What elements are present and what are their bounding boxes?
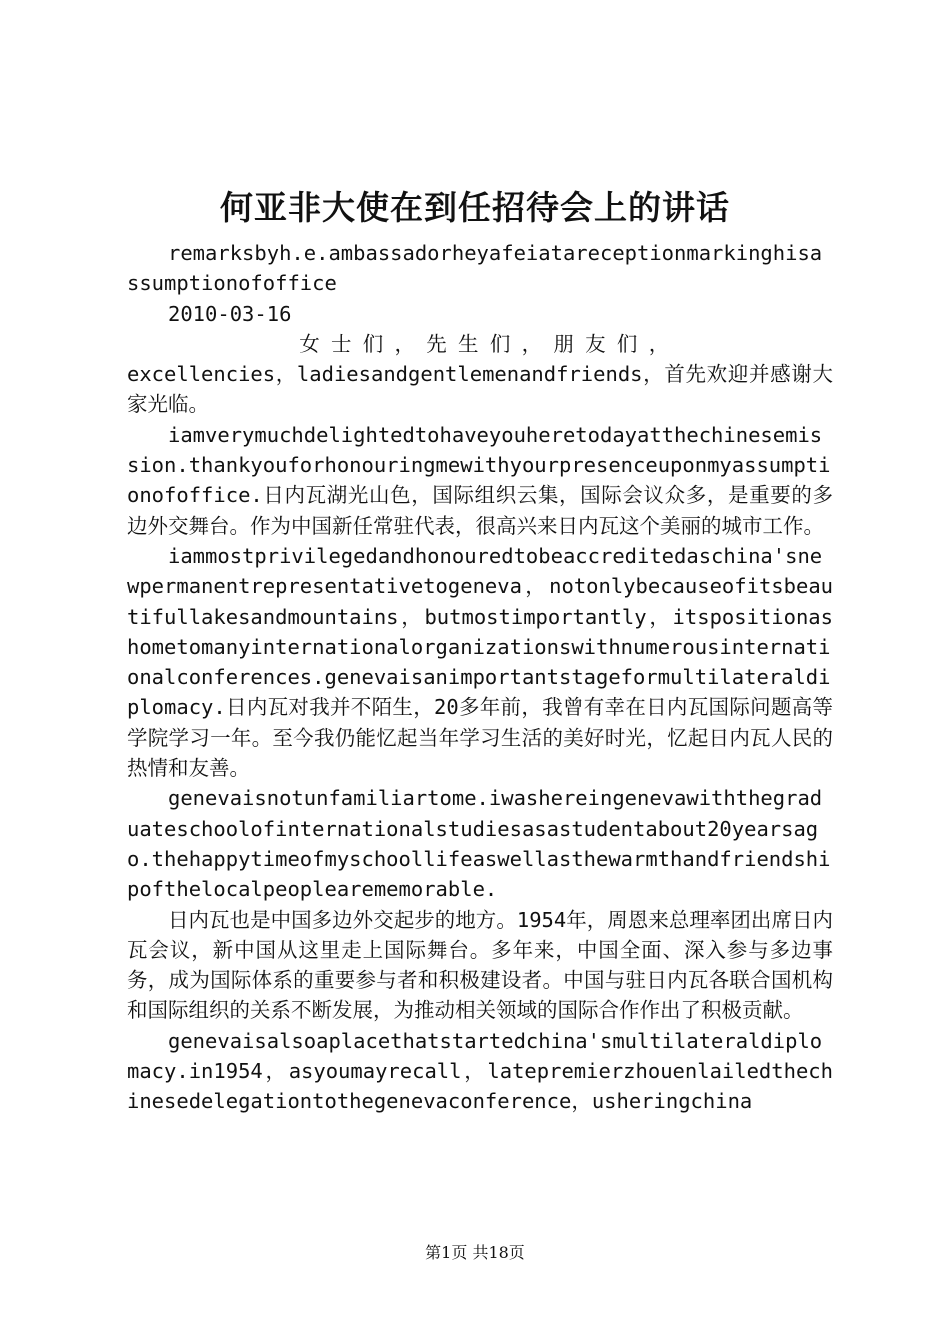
paragraph-salutation-chinese: 女士们，先生们，朋友们， xyxy=(299,331,681,356)
page-title: 何亚非大使在到任招待会上的讲话 xyxy=(220,188,730,227)
paragraph-body-5: genevaisalsoaplacethatstartedchina'smultilateraldiplomacy.in1954，asyoumayrecall，latepremierzhouenlailedthechinesedelegationtothegenevaconference，usheringchina xyxy=(127,1028,833,1114)
page-footer: 第1页 共18页 xyxy=(425,1243,525,1262)
paragraph-body-2: iammostprivilegedandhonouredtobeaccreditedaschina'snewpermanentrepresentativetogeneva，notonlybecauseofitsbeautifullakesandmountains，butmostimportantly，itspositionashometomanyinternationalorganizationswithnumerousinternationalconferences.genevaisanimportantstageformultilateraldiplomacy.日内瓦对我并不陌生，20多年前，我曾有幸在日内瓦国际问题高等学院学习一年。至今我仍能忆起当年学习生活的美好时光，忆起日内瓦人民的热情和友善。 xyxy=(127,543,833,781)
paragraph-english-heading: remarksbyh.e.ambassadorheyafeiatareceptionmarkinghisassumptionofoffice xyxy=(127,241,823,296)
document-body xyxy=(127,238,833,1117)
paragraph-salutation-english: excellencies，ladiesandgentlemenandfriends，首先欢迎并感谢大家光临。 xyxy=(127,362,833,417)
paragraph-date: 2010-03-16 xyxy=(168,301,292,326)
paragraph-body-1: iamverymuchdelightedtohaveyouheretodayatthechinesemission.thankyouforhonouringmewithyourpresenceuponmyassumptionofoffice.日内瓦湖光山色，国际组织云集，国际会议众多，是重要的多边外交舞台。作为中国新任常驻代表，很高兴来日内瓦这个美丽的城市工作。 xyxy=(127,422,833,538)
paragraph-body-4: 日内瓦也是中国多边外交起步的地方。1954年，周恩来总理率团出席日内瓦会议，新中国从这里走上国际舞台。多年来，中国全面、深入参与多边事务，成为国际体系的重要参与者和积极建设者。中国与驻日内瓦各联合国机构和国际组织的关系不断发展，为推动相关领域的国际合作作出了积极贡献。 xyxy=(127,907,833,1023)
paragraph-body-3: genevaisnotunfamiliartome.iwashereingenevawiththegraduateschoolofinternationalstudiesasastudentabout20yearsago.thehappytimeofmyschoollifeaswellasthewarmthandfriendshipofthelocalpeoplearememorable. xyxy=(127,786,831,902)
